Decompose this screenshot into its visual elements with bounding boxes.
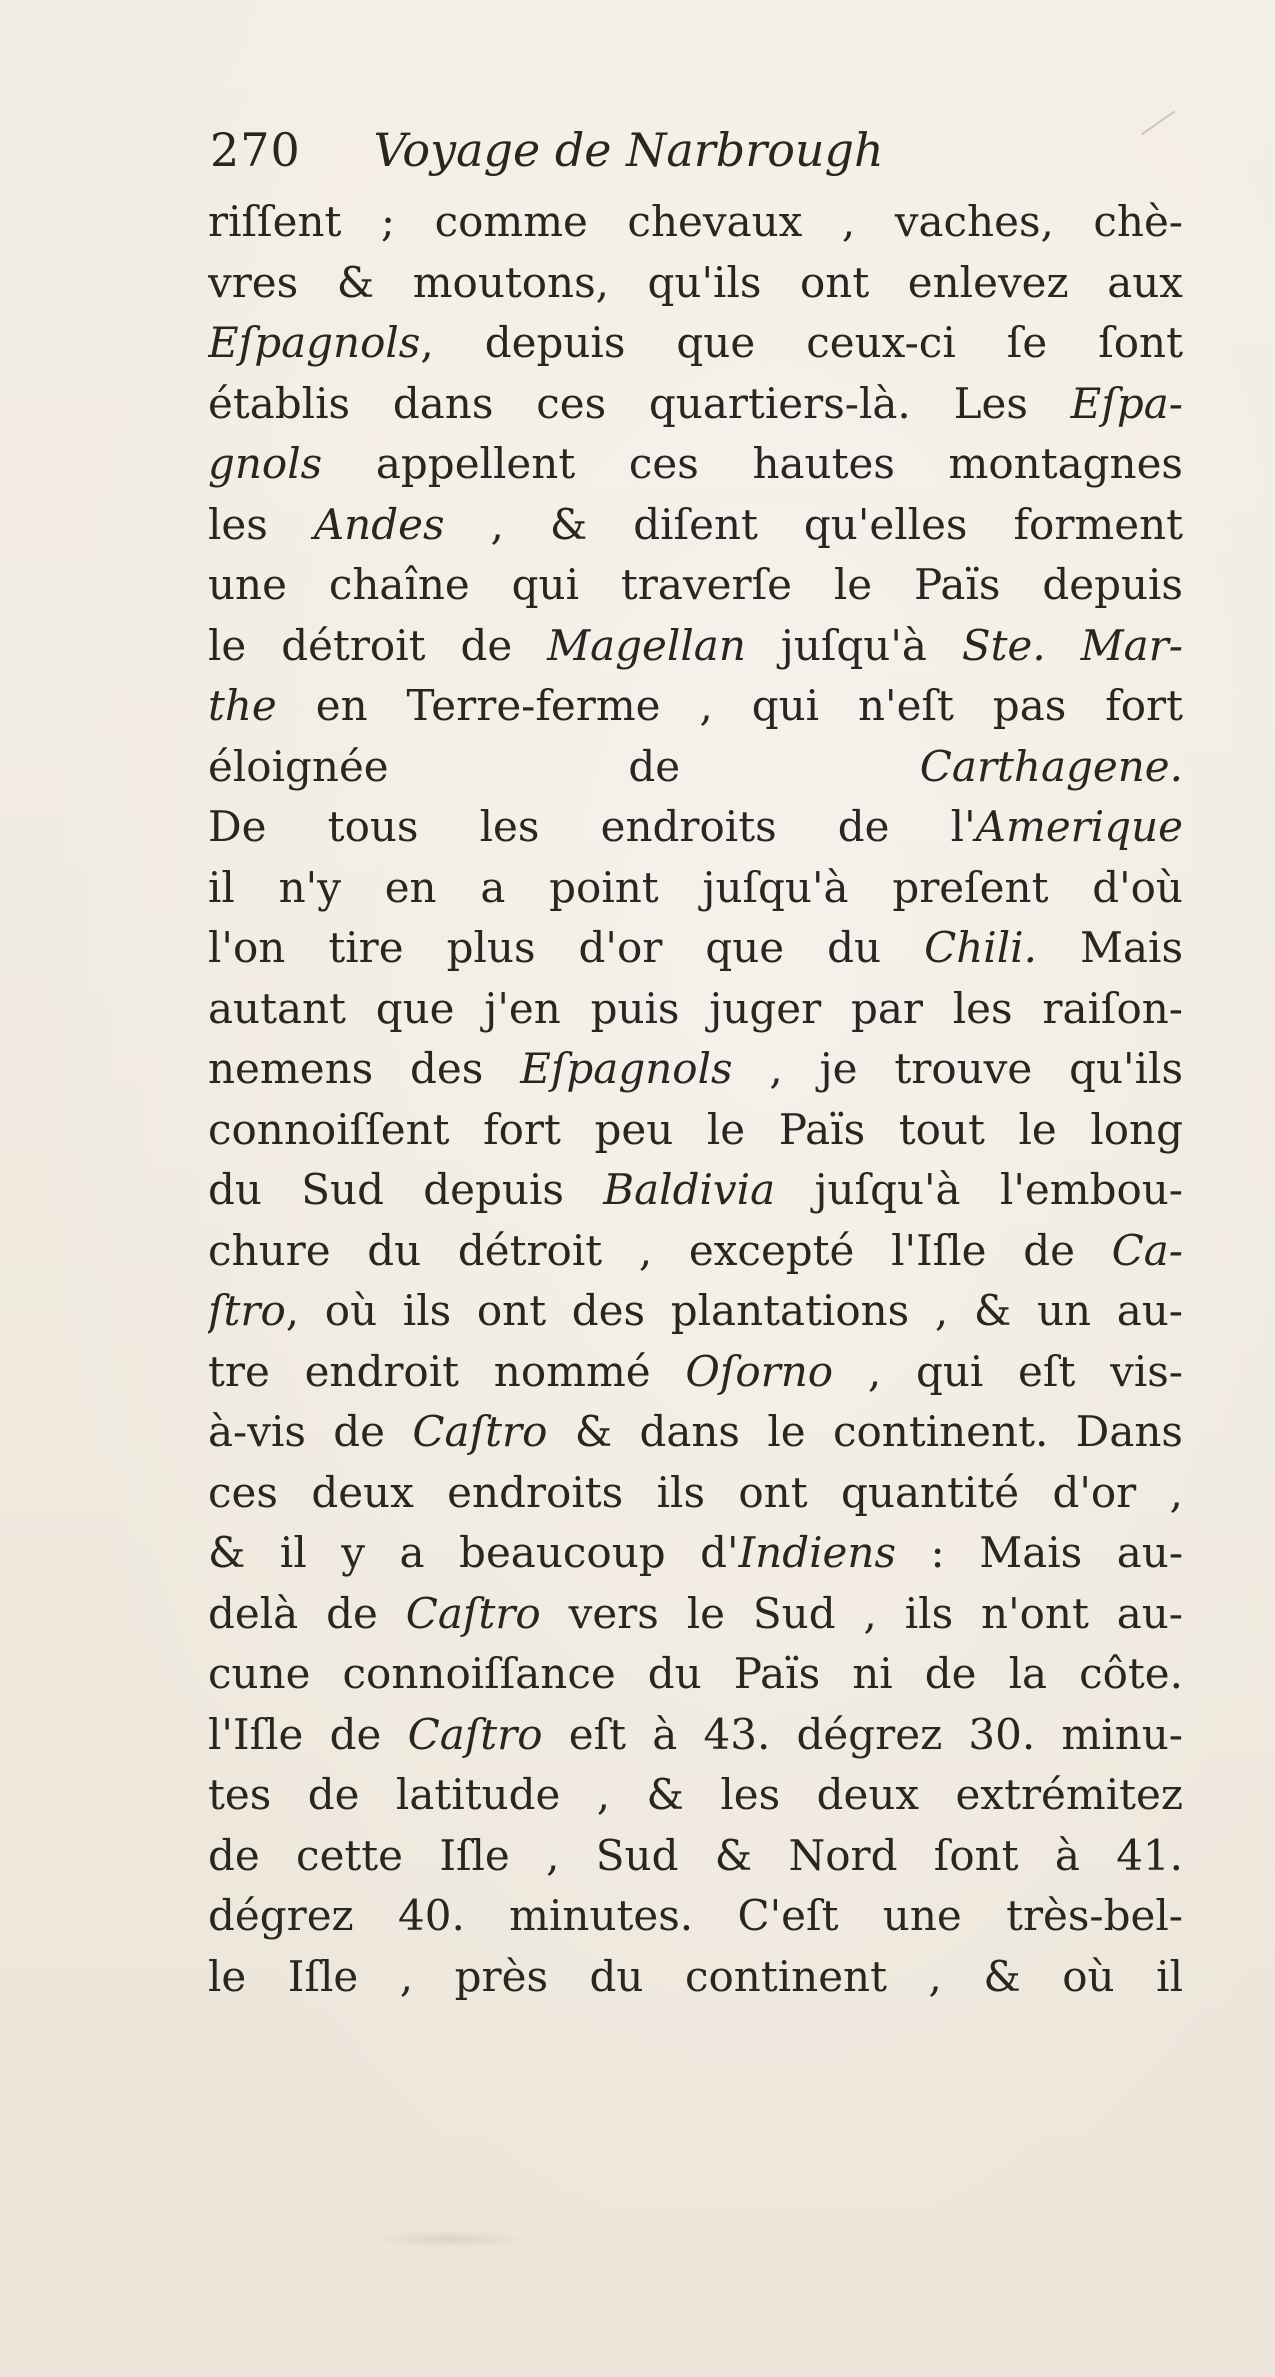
page-number: 270 bbox=[210, 123, 301, 177]
text-segment: une chaîne qui traverſe le Païs depuis bbox=[208, 560, 1183, 609]
text-line bbox=[208, 374, 1183, 435]
italic-text: Baldivia bbox=[603, 1165, 776, 1214]
italic-text: ſtro bbox=[208, 1286, 286, 1335]
text-segment: à-vis de bbox=[208, 1407, 413, 1456]
text-line bbox=[208, 797, 1183, 858]
running-head-part: Voyage bbox=[373, 123, 541, 177]
text-segment: éloignée de bbox=[208, 741, 920, 791]
italic-text: Eſpagnols bbox=[208, 318, 421, 367]
text-segment: appellent ces hautes montagnes bbox=[322, 439, 1183, 488]
running-head-part: de Narbrough bbox=[554, 123, 884, 177]
text-line bbox=[208, 1100, 1183, 1161]
text-segment: delà de bbox=[208, 1588, 406, 1638]
ink-mark bbox=[1141, 111, 1175, 136]
italic-text: Eſpa- bbox=[1070, 378, 1183, 428]
text-segment: & dans le continent. Dans bbox=[547, 1407, 1183, 1456]
text-line bbox=[208, 555, 1183, 616]
text-line bbox=[208, 1523, 1183, 1584]
text-segment: tes de latitude , & les deux extrémitez bbox=[208, 1770, 1183, 1819]
body-text bbox=[208, 192, 1183, 2007]
text-segment: nemens des bbox=[208, 1044, 521, 1093]
text-line bbox=[208, 1402, 1183, 1463]
text-segment: De tous les endroits de l' bbox=[208, 802, 976, 851]
text-segment: autant que j'en puis juger par les raiſon- bbox=[208, 983, 1183, 1033]
text-line bbox=[208, 495, 1183, 556]
text-segment: tre endroit nommé bbox=[208, 1346, 686, 1396]
text-segment: juſqu'à l'embou- bbox=[775, 1165, 1183, 1214]
italic-text: Andes bbox=[313, 499, 445, 549]
text-line bbox=[208, 858, 1183, 919]
text-line bbox=[208, 1281, 1183, 1342]
text-segment: vers le Sud , ils n'ont au- bbox=[540, 1588, 1183, 1638]
text-segment: le détroit de bbox=[208, 620, 548, 670]
text-line bbox=[208, 737, 1183, 798]
text-segment: connoiſſent fort peu le Païs tout le long bbox=[208, 1104, 1183, 1154]
italic-text: gnols bbox=[208, 439, 323, 488]
text-segment: il n'y en a point juſqu'à preſent d'où bbox=[208, 862, 1183, 912]
text-segment: chure du détroit , excepté l'Iſle de bbox=[208, 1225, 1112, 1275]
italic-text: Ste. Mar- bbox=[961, 620, 1183, 670]
italic-text: Chili. bbox=[924, 923, 1037, 972]
italic-text: Caſtro bbox=[405, 1588, 541, 1638]
page-header bbox=[210, 118, 1110, 182]
text-segment: en Terre-ferme , qui n'eſt pas fort bbox=[276, 681, 1183, 730]
text-line bbox=[208, 253, 1183, 314]
text-line bbox=[208, 676, 1183, 737]
text-line bbox=[208, 1221, 1183, 1282]
italic-text: the bbox=[208, 681, 277, 730]
text-segment: juſqu'à bbox=[745, 620, 962, 670]
text-line bbox=[208, 1947, 1183, 2008]
text-line bbox=[208, 1584, 1183, 1645]
text-segment: eſt à 43. dégrez 30. minu- bbox=[542, 1709, 1183, 1759]
text-segment: les bbox=[208, 499, 314, 549]
text-line bbox=[208, 1765, 1183, 1826]
text-segment: le Iſle , près du continent , & où il bbox=[208, 1951, 1183, 2001]
text-segment: ces deux endroits ils ont quantité d'or , bbox=[208, 1467, 1183, 1517]
text-segment: , qui eſt vis- bbox=[833, 1346, 1183, 1396]
text-segment: & il y a beaucoup d' bbox=[208, 1528, 739, 1577]
text-segment: du Sud depuis bbox=[208, 1165, 604, 1214]
text-line bbox=[208, 979, 1183, 1040]
text-segment: établis dans ces quartiers-là. Les bbox=[208, 378, 1071, 428]
text-line bbox=[208, 918, 1183, 979]
text-line bbox=[208, 1644, 1183, 1705]
text-segment: , je trouve qu'ils bbox=[732, 1044, 1183, 1093]
text-line bbox=[208, 434, 1183, 495]
text-line bbox=[208, 616, 1183, 677]
italic-text: Ca- bbox=[1111, 1225, 1183, 1275]
text-line bbox=[208, 1039, 1183, 1100]
text-line bbox=[208, 1705, 1183, 1766]
text-line bbox=[208, 1886, 1183, 1947]
italic-text: Caſtro bbox=[412, 1407, 548, 1456]
italic-text: Eſpagnols bbox=[520, 1044, 733, 1093]
text-segment: dégrez 40. minutes. C'eſt une très-bel- bbox=[208, 1891, 1183, 1940]
text-segment: de cette Iſle , Sud & Nord ſont à 41. bbox=[208, 1830, 1183, 1880]
italic-text: Magellan bbox=[547, 620, 746, 670]
text-segment: Mais bbox=[1036, 923, 1183, 972]
text-segment: l'on tire plus d'or que du bbox=[208, 923, 925, 972]
text-line bbox=[208, 1463, 1183, 1524]
italic-text: Indiens bbox=[738, 1528, 897, 1577]
running-head bbox=[373, 118, 883, 182]
text-segment: , & diſent qu'elles forment bbox=[444, 499, 1183, 549]
text-line bbox=[208, 192, 1183, 253]
text-segment: vres & moutons, qu'ils ont enlevez aux bbox=[208, 257, 1183, 307]
italic-text: Caſtro bbox=[407, 1709, 543, 1759]
page-smudge bbox=[370, 2230, 530, 2248]
text-segment: l'Iſle de bbox=[208, 1709, 408, 1759]
text-line bbox=[208, 1342, 1183, 1403]
text-line bbox=[208, 1826, 1183, 1887]
text-line bbox=[208, 1160, 1183, 1221]
text-line bbox=[208, 313, 1183, 374]
text-segment: , où ils ont des plantations , & un au- bbox=[285, 1286, 1183, 1335]
text-segment: , depuis que ceux-ci ſe ſont bbox=[420, 318, 1183, 367]
italic-text: Amerique bbox=[975, 802, 1183, 851]
text-segment: riſſent ; comme chevaux , vaches, chè- bbox=[208, 197, 1183, 246]
text-segment: : Mais au- bbox=[896, 1528, 1183, 1577]
italic-text: Oſorno bbox=[685, 1346, 834, 1396]
text-segment: cune connoiſſance du Païs ni de la côte. bbox=[208, 1649, 1183, 1698]
italic-text: Carthagene. bbox=[919, 741, 1183, 791]
